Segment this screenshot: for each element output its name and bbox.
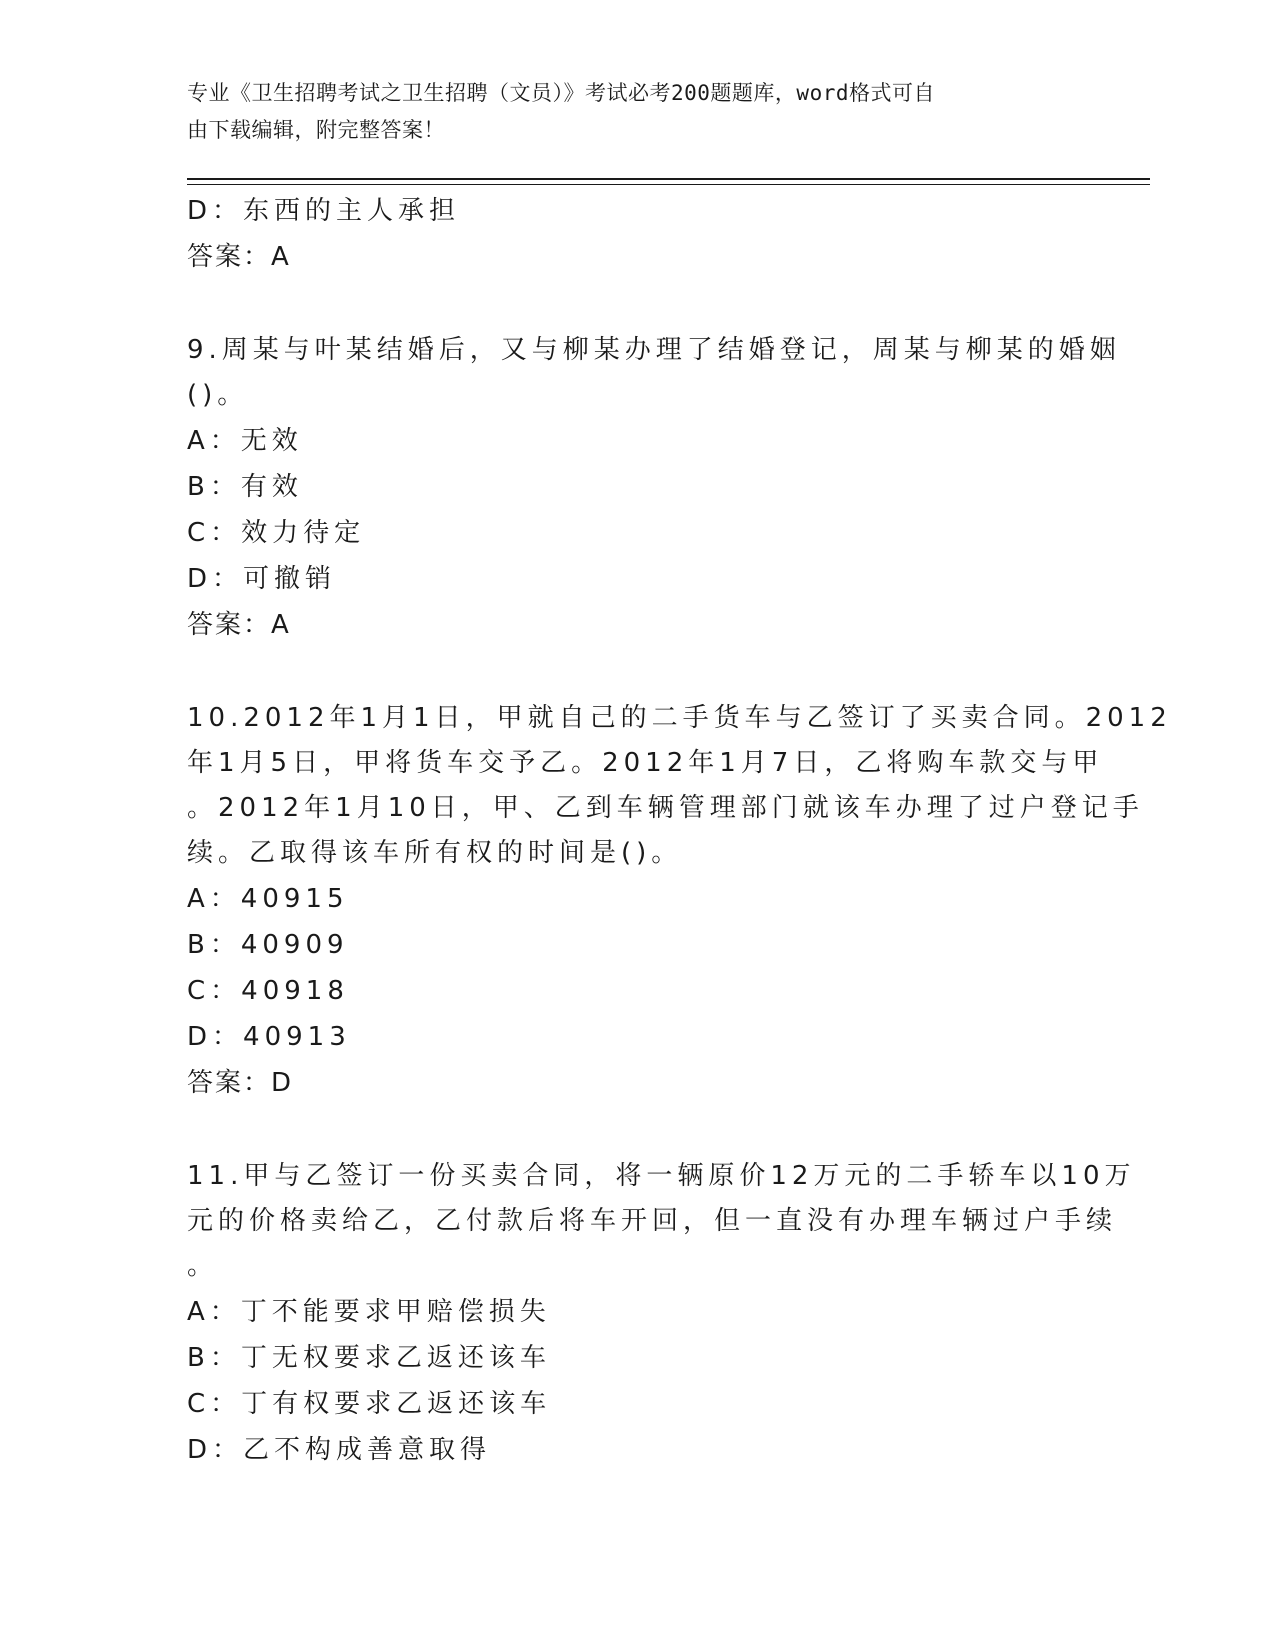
- header-line-1: 专业《卫生招聘考试之卫生招聘（文员）》考试必考200题题库，word格式可自: [187, 81, 935, 105]
- question-10-line-4: 续。乙取得该车所有权的时间是()。: [187, 838, 683, 868]
- question-11-line-3: 。: [187, 1251, 219, 1281]
- question-9-line-1: 9.周某与叶某结婚后，又与柳某办理了结婚登记，周某与柳某的婚姻: [187, 335, 1121, 365]
- document-header: [187, 75, 1067, 149]
- question-10-option-b: B：40909: [187, 930, 349, 960]
- prev-answer: 答案：A: [187, 242, 291, 272]
- question-11-option-c: C：丁有权要求乙返还该车: [187, 1389, 552, 1419]
- document-body: [187, 188, 1172, 1473]
- question-10-option-d: D：40913: [187, 1022, 351, 1052]
- question-10-option-c: C：40918: [187, 976, 349, 1006]
- question-10-answer: 答案：D: [187, 1068, 294, 1098]
- question-11-option-b: B：丁无权要求乙返还该车: [187, 1343, 551, 1373]
- question-10-line-2: 年1月5日，甲将货车交予乙。2012年1月7日，乙将购车款交与甲: [187, 748, 1104, 778]
- header-rule-bottom: [187, 184, 1150, 185]
- header-rule-top: [187, 178, 1150, 180]
- question-9-option-d: D：可撤销: [187, 564, 337, 594]
- question-11: [187, 1154, 1136, 1473]
- question-9-option-b: B：有效: [187, 472, 303, 502]
- prev-option-d: D：东西的主人承担: [187, 196, 461, 226]
- question-10-option-a: A：40915: [187, 884, 349, 914]
- question-10: [187, 696, 1172, 1106]
- question-9-answer: 答案：A: [187, 610, 291, 640]
- question-10-line-3: 。2012年1月10日，甲、乙到车辆管理部门就该车办理了过户登记手: [187, 793, 1144, 823]
- question-11-option-a: A：丁不能要求甲赔偿损失: [187, 1297, 551, 1327]
- question-11-option-d: D：乙不构成善意取得: [187, 1435, 492, 1465]
- header-line-2: 由下载编辑，附完整答案！: [187, 118, 445, 142]
- question-11-line-2: 元的价格卖给乙，乙付款后将车开回，但一直没有办理车辆过户手续: [187, 1206, 1118, 1236]
- question-11-line-1: 11.甲与乙签订一份买卖合同，将一辆原价12万元的二手轿车以10万: [187, 1161, 1136, 1191]
- question-10-line-1: 10.2012年1月1日，甲就自己的二手货车与乙签订了买卖合同。2012: [187, 703, 1172, 733]
- question-9: [187, 328, 1121, 648]
- question-9-option-c: C：效力待定: [187, 518, 366, 548]
- question-9-line-2: ()。: [187, 380, 249, 410]
- question-9-option-a: A：无效: [187, 426, 303, 456]
